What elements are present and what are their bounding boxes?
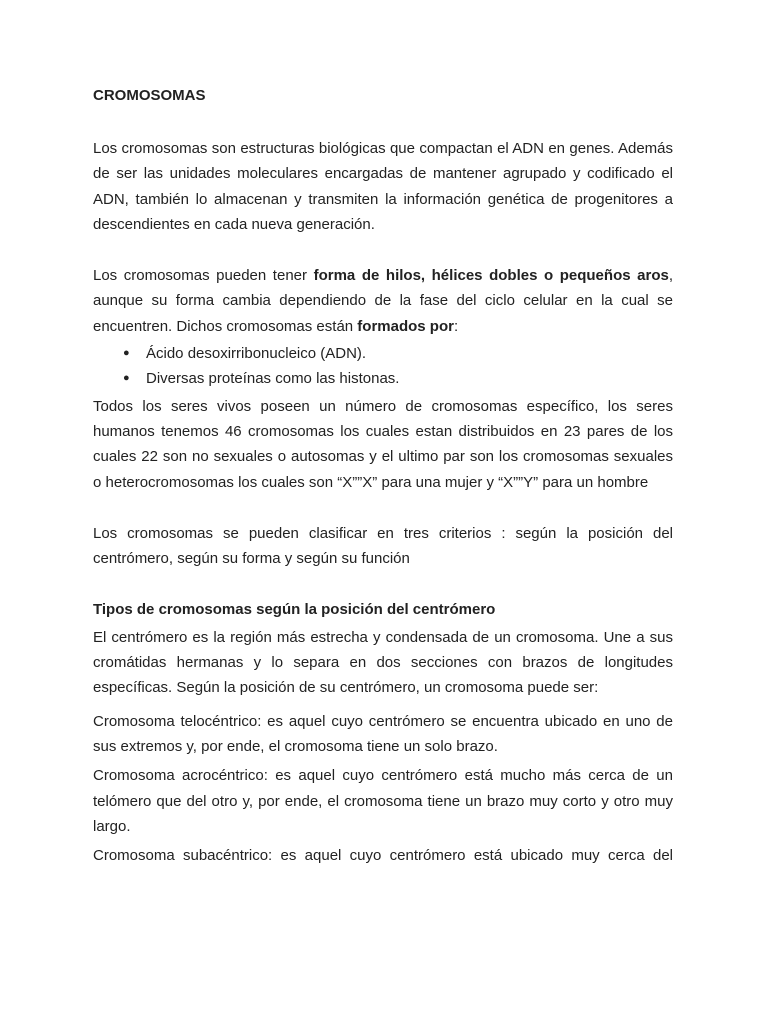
document-page bbox=[93, 86, 673, 868]
list-item bbox=[93, 341, 673, 366]
paragraph-telocentric: Cromosoma telocéntrico: es aquel cuyo centrómero se encuentra ubicado en uno de sus extremos y, por ende, el cromosoma tiene un solo brazo. bbox=[93, 712, 673, 755]
list-item-text: Ácido desoxirribonucleico (ADN). bbox=[146, 345, 367, 363]
bullet-icon: ● bbox=[123, 347, 130, 360]
list-item bbox=[93, 366, 673, 391]
paragraph-shape bbox=[93, 263, 673, 339]
paragraph-classification: Los cromosomas se pueden clasificar en tres criterios : según la posición del centrómero, según su forma y según su función bbox=[93, 524, 673, 568]
list-item-text: Diversas proteínas como las histonas. bbox=[146, 370, 400, 388]
paragraph-subacentric: Cromosoma subacéntrico: es aquel cuyo centrómero está ubicado muy cerca del bbox=[93, 847, 673, 865]
paragraph-intro: Los cromosomas son estructuras biológicas que compactan el ADN en genes. Además de ser las unidades moleculares encargadas de mantener agrupado y codificado el ADN, también lo almacenan y transmiten la información genética de progenitores a descendientes en cada nueva generación. bbox=[93, 140, 673, 233]
bold-text-formed-by: formados por bbox=[357, 317, 454, 335]
spacer bbox=[93, 495, 673, 521]
document-title: CROMOSOMAS bbox=[93, 87, 206, 104]
paragraph-count: Todos los seres vivos poseen un número de cromosomas específico, los seres humanos tenemos 46 cromosomas los cuales estan distribuidos en 23 pares de los cuales 22 son no sexuales o autosomas y el ultimo par son los cromosomas sexuales o heterocromosomas los cuales son “X””X” para una mujer y “X””Y” para un hombre bbox=[93, 397, 673, 491]
spacer bbox=[93, 237, 673, 263]
bullet-icon: ● bbox=[123, 372, 130, 385]
text-run: : bbox=[453, 317, 459, 335]
spacer bbox=[93, 701, 673, 709]
bold-text-shapes: forma de hilos, hélices dobles o pequeños aros bbox=[313, 267, 669, 285]
spacer bbox=[93, 571, 673, 597]
spacer bbox=[93, 106, 673, 136]
paragraph-centromere: El centrómero es la región más estrecha y condensada de un cromosoma. Une a sus cromátidas hermanas y lo separa en dos secciones con brazos de longitudes específicas. Según la posición de su centrómero, un cromosoma puede ser: bbox=[93, 628, 673, 697]
section-heading: Tipos de cromosomas según la posición del centrómero bbox=[93, 601, 496, 619]
text-run: , aunque su forma cambia dependiendo de la fase del ciclo celular en la cual se encuentren. Dichos cromosomas están bbox=[93, 267, 673, 335]
text-run: Los cromosomas pueden tener bbox=[93, 267, 314, 285]
paragraph-acrocentric: Cromosoma acrocéntrico: es aquel cuyo centrómero está mucho más cerca de un telómero que del otro y, por ende, el cromosoma tiene un brazo muy corto y otro muy largo. bbox=[93, 767, 673, 835]
composition-list bbox=[93, 341, 673, 392]
